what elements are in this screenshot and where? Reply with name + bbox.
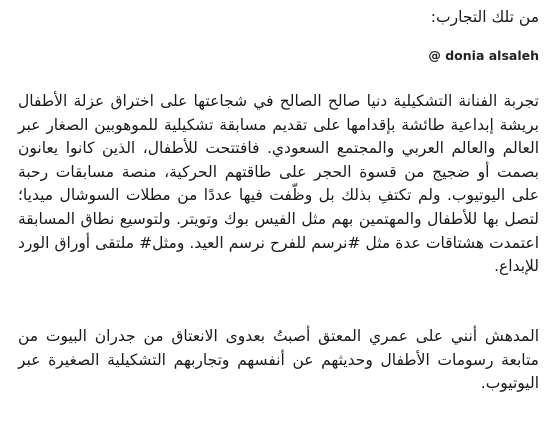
intro-line: من تلك التجارب:: [430, 8, 539, 26]
paragraph-experience: تجربة الفنانة التشكيلية دنيا صالح الصالح في شجاعتها على اختراق عزلة الأطفال بريشة إبداعية طائشة بإقدامها على تقديم مسابقة تشكيلية للموهوبين الصغار عبر العالم والعالم العربي والمجتمع السعودي. فافتتحت للأطفال، الذين كانوا يعانون بصمت أو ضجيج من قسوة الحجر على طاقتهم الحركية، منصة مسابقات رحبة على اليوتيوب. ولم تكتفِ بذلك بل وظّفت فيها عددًا من مطلات السوشال ميديا؛ لتصل بها للأطفال والمهتمين بهم مثل الفيس بوك وتويتر. ولتوسيع نطاق المسابقة اعتمدت هشتاقات عدة مثل #نرسم للفرح نرسم العيد. ومثل# ملتقى أوراق الورد للإبداع.: [18, 92, 539, 276]
author-handle: @ donia alsaleh: [428, 48, 539, 63]
paragraph-observation: المدهش أنني على عمري المعتق أصبتُ بعدوى الانعتاق من جدران البيوت من متابعة رسومات الأطفال وحديثهم عن أنفسهم وتجاربهم التشكيلية الصغيرة عبر اليوتيوب.: [18, 327, 539, 393]
